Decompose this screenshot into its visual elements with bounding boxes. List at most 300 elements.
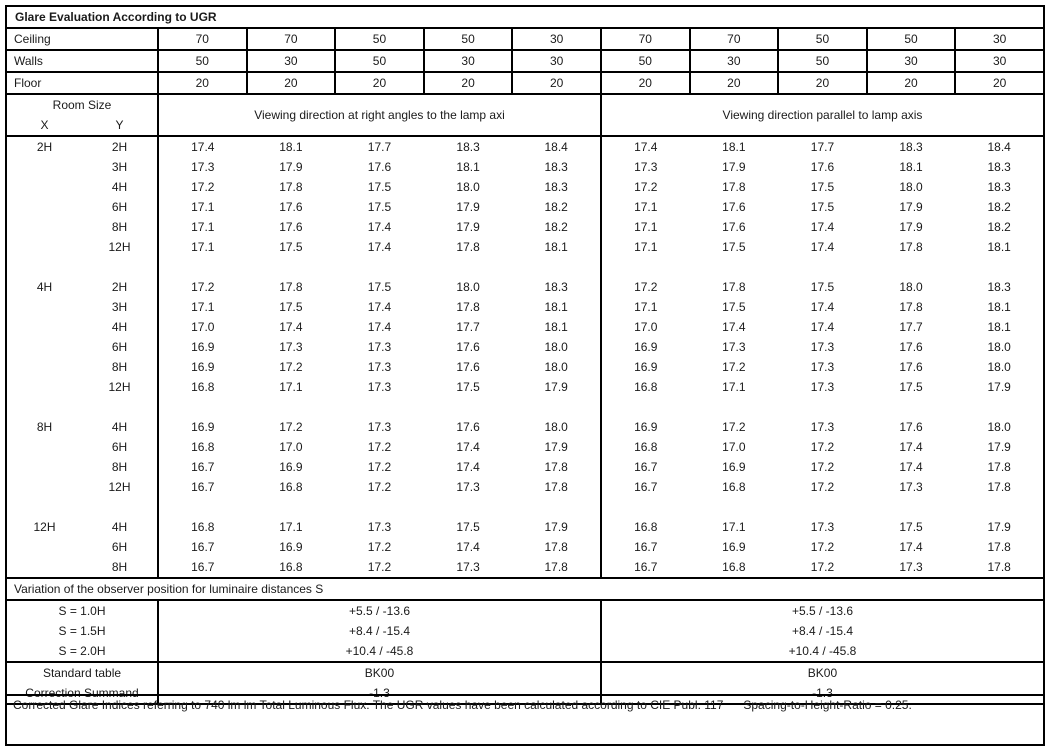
ugr-value-cell: 17.8	[279, 280, 303, 294]
ugr-value-cell: 17.3	[899, 480, 923, 494]
room-y-cell: 6H	[82, 537, 158, 557]
ugr-value-cell: 17.2	[634, 280, 658, 294]
block-spacer-row	[6, 497, 1044, 517]
ugr-value-cell: 17.7	[810, 140, 835, 154]
ugr-value-cell: 17.8	[456, 240, 480, 254]
ugr-value-cell: 17.3	[810, 360, 835, 374]
ugr-value-cell: 17.6	[810, 160, 835, 174]
variation-label: S = 1.5H	[6, 621, 158, 641]
surface-value-cell: 50	[158, 50, 247, 72]
ugr-value-cell: 17.8	[722, 280, 746, 294]
room-x-cell	[6, 537, 82, 557]
ugr-value-cell: 17.0	[191, 320, 215, 334]
ugr-value-cell: 17.0	[279, 440, 303, 454]
variation-row	[6, 641, 1044, 662]
ugr-value-cell: 17.8	[279, 180, 303, 194]
ugr-value-cell: 17.4	[899, 440, 923, 454]
ugr-value-cell: 17.5	[367, 200, 392, 214]
ugr-row	[6, 157, 1044, 177]
ugr-row	[6, 557, 1044, 578]
ugr-value-cell: 17.4	[191, 140, 215, 154]
ugr-value-cell: 17.1	[279, 380, 303, 394]
ugr-value-cell: 17.3	[634, 160, 658, 174]
correction-summand-left-value: -1.3	[158, 683, 601, 704]
ugr-value-cell: 17.4	[367, 240, 392, 254]
ugr-value-cell: 17.3	[367, 340, 392, 354]
variation-left-value: +10.4 / -45.8	[158, 641, 601, 662]
room-size-header: Room Size	[6, 94, 158, 115]
ugr-value-cell: 17.5	[367, 180, 392, 194]
room-y-cell: 2H	[82, 136, 158, 157]
ugr-value-cell: 17.2	[367, 460, 392, 474]
variation-right-value: +5.5 / -13.6	[791, 604, 853, 618]
ugr-value-cell: 16.9	[191, 340, 215, 354]
ugr-value-cell: 17.4	[899, 540, 923, 554]
ugr-value-cell: 17.2	[191, 280, 215, 294]
ugr-value-cell: 16.8	[191, 520, 215, 534]
ugr-value-cell: 17.5	[279, 300, 303, 314]
ugr-row	[6, 277, 1044, 297]
ugr-value-cell: 18.1	[722, 140, 746, 154]
page-title: Glare Evaluation According to UGR	[6, 6, 1044, 28]
spacer-cell	[158, 397, 601, 417]
x-column-header: X	[6, 115, 82, 136]
surface-value-cell: 50	[778, 50, 867, 72]
room-x-cell: 4H	[36, 280, 53, 294]
y-column-header: Y	[82, 115, 158, 136]
surface-value-cell: 70	[158, 28, 247, 50]
ugr-value-cell: 18.0	[512, 417, 601, 437]
ugr-value-cell: 17.3	[722, 340, 746, 354]
variation-label: S = 2.0H	[6, 641, 158, 662]
ugr-value-cell: 17.1	[191, 220, 215, 234]
ugr-value-cell: 18.3	[512, 177, 601, 197]
room-x-cell	[6, 437, 82, 457]
ugr-value-cell: 16.8	[279, 560, 303, 574]
ugr-value-cell: 17.7	[456, 320, 480, 334]
ugr-row	[6, 437, 1044, 457]
ugr-value-cell: 17.0	[634, 320, 658, 334]
surface-value-cell: 20	[867, 72, 956, 94]
ugr-value-cell: 17.1	[634, 220, 658, 234]
ugr-value-cell: 16.8	[722, 560, 746, 574]
spacer-cell	[601, 497, 1044, 517]
ugr-value-cell: 18.0	[512, 337, 601, 357]
room-x-cell	[6, 297, 82, 317]
ugr-value-cell: 17.5	[722, 300, 746, 314]
ugr-value-cell: 17.2	[810, 440, 835, 454]
room-y-cell: 12H	[82, 377, 158, 397]
ugr-value-cell: 17.6	[456, 360, 480, 374]
ugr-value-cell: 17.5	[810, 200, 835, 214]
room-y-cell: 2H	[82, 277, 158, 297]
room-x-cell	[6, 357, 82, 377]
room-x-cell	[6, 557, 82, 578]
ugr-value-cell: 16.7	[191, 460, 215, 474]
room-y-cell: 4H	[82, 517, 158, 537]
ugr-row	[6, 197, 1044, 217]
ugr-value-cell: 17.5	[899, 520, 923, 534]
ugr-value-cell: 17.3	[367, 520, 392, 534]
ugr-value-cell: 17.9	[987, 520, 1011, 534]
room-x-cell	[6, 177, 82, 197]
ugr-value-cell: 18.1	[987, 300, 1011, 314]
ugr-value-cell: 18.1	[987, 320, 1011, 334]
surface-value-cell: 30	[955, 50, 1044, 72]
room-x-cell: 2H	[36, 140, 53, 154]
ugr-value-cell: 17.6	[899, 420, 923, 434]
ugr-value-cell: 18.2	[512, 197, 601, 217]
block-spacer-row	[6, 397, 1044, 417]
room-x-cell	[6, 157, 82, 177]
surface-value-cell: 30	[424, 50, 513, 72]
ugr-value-cell: 16.9	[722, 460, 746, 474]
ugr-value-cell: 16.9	[279, 540, 303, 554]
ugr-value-cell: 17.9	[512, 437, 601, 457]
ugr-value-cell: 17.3	[191, 160, 215, 174]
ugr-value-cell: 18.1	[512, 237, 601, 257]
room-x-cell	[6, 237, 82, 257]
surface-label: Ceiling	[6, 28, 158, 50]
ugr-value-cell: 17.1	[191, 300, 215, 314]
ugr-value-cell: 18.1	[279, 140, 303, 154]
surface-value-cell: 70	[601, 28, 690, 50]
surface-value-cell: 20	[955, 72, 1044, 94]
room-y-cell: 12H	[82, 477, 158, 497]
ugr-value-cell: 18.3	[987, 280, 1011, 294]
header-row-1	[6, 94, 1044, 115]
ugr-value-cell: 17.5	[810, 180, 835, 194]
ugr-value-cell: 17.4	[456, 440, 480, 454]
left-viewing-direction-heading: Viewing direction at right angles to the lamp axi	[158, 94, 601, 136]
correction-summand-label: Correction Summand	[6, 683, 158, 704]
variation-heading-row	[6, 578, 1044, 600]
surface-value-cell: 20	[424, 72, 513, 94]
ugr-value-cell: 17.0	[722, 440, 746, 454]
surface-value-cell: 20	[512, 72, 601, 94]
surface-value-cell: 70	[690, 28, 779, 50]
ugr-value-cell: 17.8	[987, 480, 1011, 494]
spacer-cell	[158, 497, 601, 517]
variation-left-value: +8.4 / -15.4	[158, 621, 601, 641]
ugr-value-cell: 17.2	[810, 480, 835, 494]
surface-value-cell: 20	[247, 72, 336, 94]
ugr-value-cell: 17.8	[512, 477, 601, 497]
ugr-value-cell: 17.8	[987, 540, 1011, 554]
ugr-value-cell: 17.5	[456, 520, 480, 534]
surface-value-cell: 30	[867, 50, 956, 72]
surface-value-cell: 50	[867, 28, 956, 50]
ugr-value-cell: 17.6	[367, 160, 392, 174]
room-y-cell: 6H	[82, 197, 158, 217]
room-x-cell	[6, 457, 82, 477]
correction-summand-right-value: -1.3	[812, 686, 833, 700]
ugr-row	[6, 177, 1044, 197]
surface-row	[6, 50, 1044, 72]
room-x-cell: 8H	[36, 420, 53, 434]
ugr-value-cell: 18.2	[512, 217, 601, 237]
ugr-value-cell: 17.4	[810, 320, 835, 334]
ugr-value-cell: 18.1	[987, 240, 1011, 254]
ugr-value-cell: 17.6	[722, 220, 746, 234]
room-y-cell: 4H	[82, 417, 158, 437]
surface-value-cell: 50	[778, 28, 867, 50]
room-y-cell: 8H	[82, 457, 158, 477]
ugr-value-cell: 16.9	[722, 540, 746, 554]
ugr-value-cell: 16.7	[634, 560, 658, 574]
ugr-value-cell: 17.3	[810, 380, 835, 394]
ugr-value-cell: 18.4	[987, 140, 1011, 154]
variation-row	[6, 621, 1044, 641]
ugr-value-cell: 17.3	[279, 340, 303, 354]
ugr-value-cell: 18.2	[987, 200, 1011, 214]
room-x-cell: 12H	[33, 520, 56, 534]
ugr-value-cell: 17.8	[899, 240, 923, 254]
ugr-value-cell: 16.9	[634, 360, 658, 374]
room-x-cell	[6, 337, 82, 357]
ugr-value-cell: 17.4	[279, 320, 303, 334]
ugr-value-cell: 17.2	[367, 480, 392, 494]
variation-left-value: +5.5 / -13.6	[158, 600, 601, 621]
ugr-value-cell: 17.1	[191, 240, 215, 254]
ugr-row	[6, 477, 1044, 497]
ugr-value-cell: 17.5	[810, 280, 835, 294]
ugr-value-cell: 17.3	[810, 340, 835, 354]
room-y-cell: 3H	[82, 297, 158, 317]
ugr-value-cell: 17.2	[810, 540, 835, 554]
ugr-value-cell: 17.4	[722, 320, 746, 334]
ugr-value-cell: 17.4	[810, 300, 835, 314]
ugr-values-section	[6, 136, 1044, 578]
ugr-value-cell: 17.8	[722, 180, 746, 194]
ugr-value-cell: 17.5	[279, 240, 303, 254]
ugr-value-cell: 16.7	[634, 460, 658, 474]
ugr-value-cell: 16.7	[634, 540, 658, 554]
surface-value-cell: 50	[335, 28, 424, 50]
room-x-cell	[6, 197, 82, 217]
ugr-value-cell: 16.8	[634, 380, 658, 394]
ugr-value-cell: 17.8	[456, 300, 480, 314]
ugr-value-cell: 17.4	[367, 300, 392, 314]
ugr-value-cell: 17.9	[899, 200, 923, 214]
surface-value-cell: 30	[512, 28, 601, 50]
surface-reflectance-section	[6, 28, 1044, 94]
ugr-value-cell: 17.4	[456, 460, 480, 474]
ugr-value-cell: 17.5	[899, 380, 923, 394]
ugr-value-cell: 17.3	[367, 360, 392, 374]
ugr-value-cell: 17.2	[279, 360, 303, 374]
ugr-value-cell: 16.7	[191, 540, 215, 554]
surface-label: Floor	[6, 72, 158, 94]
ugr-value-cell: 17.3	[367, 420, 392, 434]
ugr-value-cell: 18.0	[512, 357, 601, 377]
ugr-value-cell: 17.5	[456, 380, 480, 394]
ugr-value-cell: 18.0	[456, 180, 480, 194]
spacer-cell	[6, 257, 158, 277]
ugr-value-cell: 17.3	[456, 560, 480, 574]
standard-table-right-value: BK00	[601, 662, 1044, 683]
ugr-value-cell: 17.1	[191, 200, 215, 214]
ugr-value-cell: 18.0	[899, 280, 923, 294]
ugr-value-cell: 16.9	[634, 420, 658, 434]
ugr-value-cell: 17.6	[456, 420, 480, 434]
ugr-value-cell: 17.4	[456, 540, 480, 554]
ugr-row	[6, 237, 1044, 257]
ugr-value-cell: 17.9	[512, 517, 601, 537]
ugr-value-cell: 17.9	[512, 377, 601, 397]
ugr-value-cell: 17.9	[722, 160, 746, 174]
ugr-value-cell: 17.9	[279, 160, 303, 174]
ugr-value-cell: 17.6	[899, 340, 923, 354]
ugr-value-cell: 17.8	[987, 560, 1011, 574]
ugr-value-cell: 18.0	[456, 280, 480, 294]
ugr-value-cell: 17.9	[456, 220, 480, 234]
ugr-value-cell: 16.8	[634, 520, 658, 534]
surface-value-cell: 30	[247, 50, 336, 72]
variation-right-value: +8.4 / -15.4	[791, 624, 853, 638]
ugr-value-cell: 17.2	[367, 440, 392, 454]
ugr-value-cell: 18.1	[456, 160, 480, 174]
ugr-value-cell: 17.8	[987, 460, 1011, 474]
ugr-value-cell: 17.4	[810, 220, 835, 234]
title-row	[6, 6, 1044, 28]
ugr-value-cell: 17.4	[810, 240, 835, 254]
ugr-value-cell: 17.8	[899, 300, 923, 314]
ugr-row	[6, 297, 1044, 317]
ugr-value-cell: 18.1	[899, 160, 923, 174]
ugr-row	[6, 417, 1044, 437]
surface-value-cell: 30	[955, 28, 1044, 50]
ugr-value-cell: 17.2	[191, 180, 215, 194]
ugr-value-cell: 17.1	[634, 300, 658, 314]
standard-table-label: Standard table	[6, 662, 158, 683]
ugr-value-cell: 18.0	[987, 360, 1011, 374]
spacer-cell	[601, 257, 1044, 277]
ugr-value-cell: 17.8	[512, 457, 601, 477]
ugr-value-cell: 17.9	[899, 220, 923, 234]
ugr-value-cell: 17.2	[722, 420, 746, 434]
ugr-row	[6, 357, 1044, 377]
ugr-value-cell: 16.8	[279, 480, 303, 494]
ugr-value-cell: 18.3	[899, 140, 923, 154]
ugr-value-cell: 17.6	[279, 220, 303, 234]
variation-section	[6, 578, 1044, 662]
spacer-cell	[158, 257, 601, 277]
ugr-value-cell: 17.4	[634, 140, 658, 154]
room-x-cell	[6, 377, 82, 397]
surface-value-cell: 30	[690, 50, 779, 72]
ugr-value-cell: 16.7	[634, 480, 658, 494]
ugr-row	[6, 136, 1044, 157]
ugr-value-cell: 18.3	[987, 160, 1011, 174]
ugr-row	[6, 537, 1044, 557]
ugr-value-cell: 16.9	[191, 420, 215, 434]
variation-right-value: +10.4 / -45.8	[788, 644, 857, 658]
ugr-value-cell: 17.9	[456, 200, 480, 214]
ugr-value-cell: 17.2	[810, 460, 835, 474]
surface-value-cell: 50	[424, 28, 513, 50]
surface-value-cell: 70	[247, 28, 336, 50]
ugr-value-cell: 17.4	[899, 460, 923, 474]
surface-label: Walls	[6, 50, 158, 72]
ugr-value-cell: 17.1	[722, 520, 746, 534]
title-section	[6, 6, 1044, 28]
ugr-row	[6, 217, 1044, 237]
room-y-cell: 12H	[82, 237, 158, 257]
ugr-value-cell: 18.0	[987, 420, 1011, 434]
room-x-cell	[6, 317, 82, 337]
ugr-value-cell: 16.9	[191, 360, 215, 374]
header-section	[6, 94, 1044, 136]
ugr-value-cell: 16.8	[722, 480, 746, 494]
ugr-value-cell: 17.3	[810, 420, 835, 434]
variation-label: S = 1.0H	[6, 600, 158, 621]
ugr-value-cell: 17.1	[279, 520, 303, 534]
room-x-cell	[6, 217, 82, 237]
ugr-value-cell: 16.7	[191, 560, 215, 574]
ugr-value-cell: 18.3	[512, 277, 601, 297]
ugr-value-cell: 18.0	[899, 180, 923, 194]
ugr-value-cell: 17.6	[279, 200, 303, 214]
spacer-cell	[6, 397, 158, 417]
ugr-value-cell: 17.5	[367, 280, 392, 294]
ugr-row	[6, 457, 1044, 477]
ugr-value-cell: 18.0	[987, 340, 1011, 354]
room-y-cell: 3H	[82, 157, 158, 177]
surface-value-cell: 20	[690, 72, 779, 94]
ugr-value-cell: 16.9	[634, 340, 658, 354]
ugr-value-cell: 17.2	[810, 560, 835, 574]
standard-table-row	[6, 662, 1044, 683]
ugr-value-cell: 16.9	[279, 460, 303, 474]
ugr-value-cell: 16.8	[191, 380, 215, 394]
spacer-cell	[6, 497, 158, 517]
room-y-cell: 8H	[82, 557, 158, 578]
ugr-value-cell: 17.6	[899, 360, 923, 374]
surface-value-cell: 20	[601, 72, 690, 94]
footer-note	[5, 694, 1045, 746]
ugr-value-cell: 16.7	[191, 480, 215, 494]
ugr-value-cell: 17.1	[634, 200, 658, 214]
surface-row	[6, 72, 1044, 94]
ugr-value-cell: 17.9	[987, 380, 1011, 394]
spacing-to-height-ratio: Spacing-to-Height-Ratio = 0.25.	[743, 698, 912, 712]
footer-text: Corrected Glare Indices referring to 740 lm lm Total Luminous Flux. The UGR values have been calculated according to CIE Publ. 117	[13, 698, 724, 712]
room-y-cell: 4H	[82, 177, 158, 197]
ugr-value-cell: 18.2	[987, 220, 1011, 234]
ugr-row	[6, 377, 1044, 397]
ugr-value-cell: 17.3	[456, 480, 480, 494]
ugr-row	[6, 337, 1044, 357]
surface-value-cell: 20	[158, 72, 247, 94]
ugr-value-cell: 17.7	[899, 320, 923, 334]
ugr-value-cell: 16.8	[191, 440, 215, 454]
surface-value-cell: 50	[601, 50, 690, 72]
ugr-value-cell: 17.3	[810, 520, 835, 534]
ugr-value-cell: 17.2	[367, 560, 392, 574]
ugr-value-cell: 17.3	[899, 560, 923, 574]
ugr-value-cell: 17.2	[634, 180, 658, 194]
ugr-value-cell: 17.8	[512, 537, 601, 557]
ugr-value-cell: 17.8	[512, 557, 601, 578]
ugr-row	[6, 517, 1044, 537]
surface-row	[6, 28, 1044, 50]
ugr-value-cell: 18.1	[512, 297, 601, 317]
room-y-cell: 4H	[82, 317, 158, 337]
ugr-value-cell: 17.9	[987, 440, 1011, 454]
ugr-value-cell: 18.3	[456, 140, 480, 154]
ugr-value-cell: 18.3	[512, 157, 601, 177]
